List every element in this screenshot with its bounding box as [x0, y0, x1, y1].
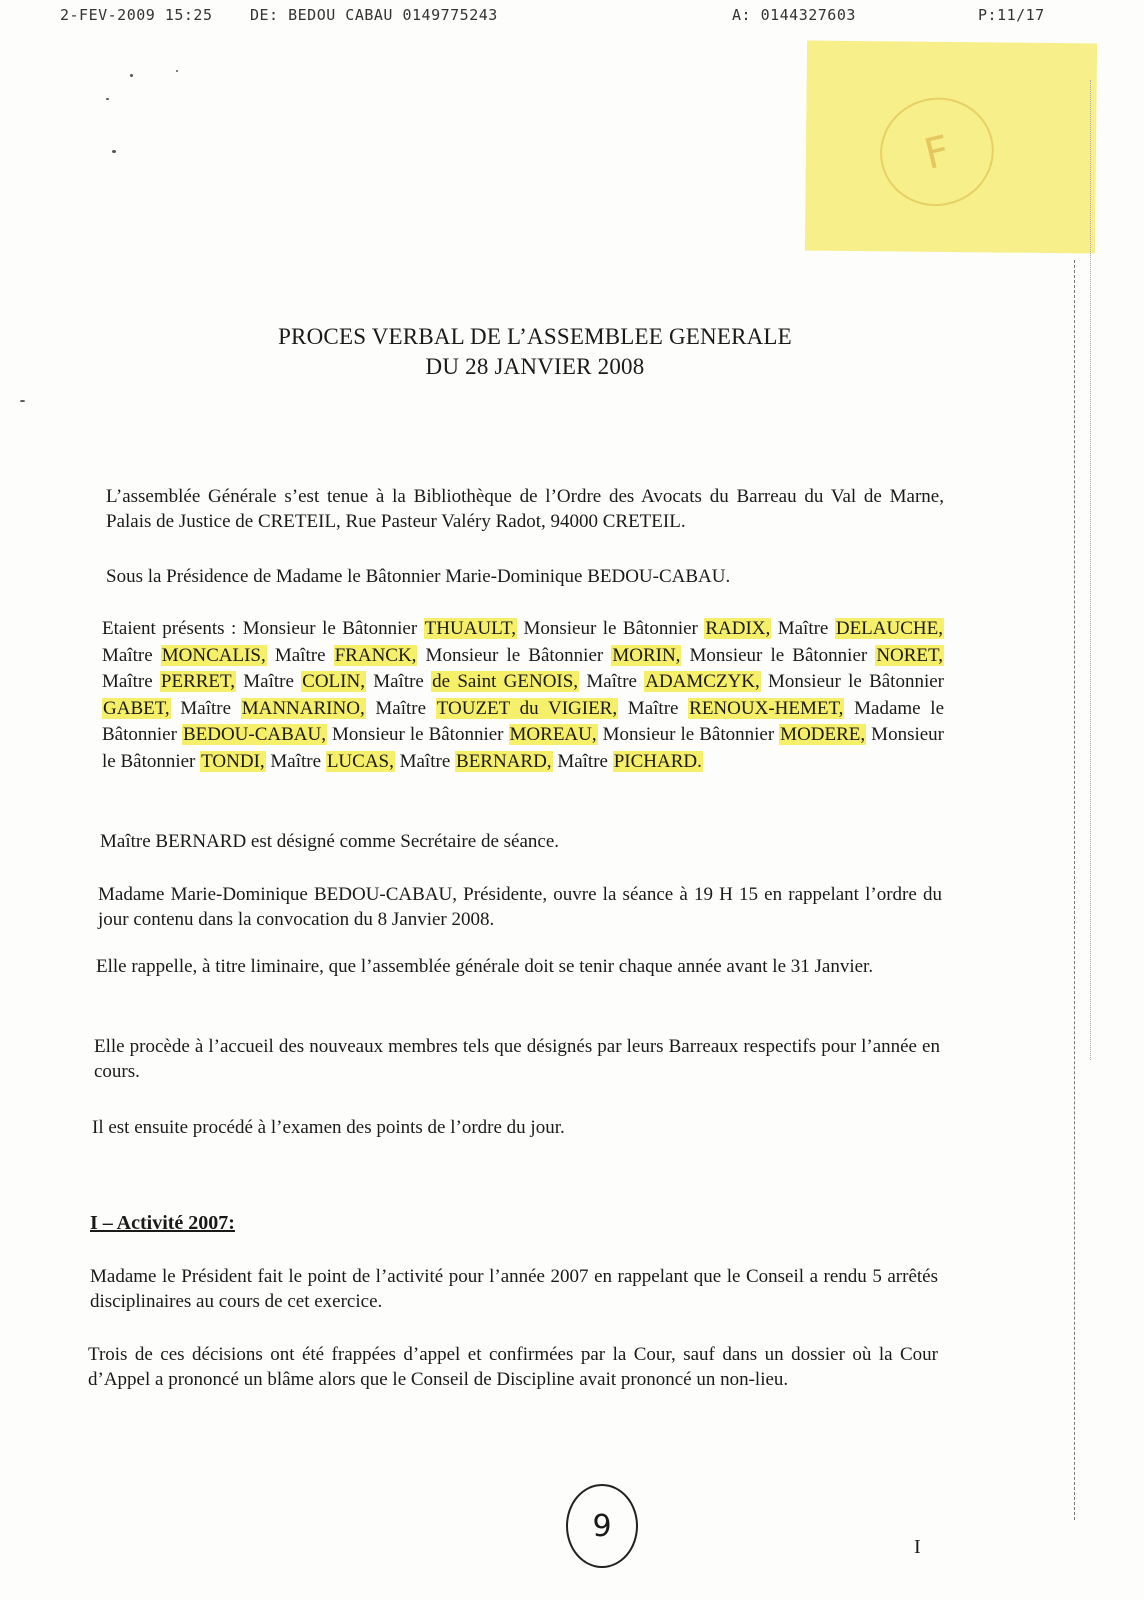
fax-recipient: A: 0144327603 [732, 6, 856, 24]
scan-edge-line [1074, 260, 1075, 1520]
attendee-title: Maître [618, 697, 689, 719]
attendee-title: Monsieur le Bâtonnier [681, 644, 876, 666]
attendee-title: Maître [552, 750, 613, 772]
attendee-name-highlighted: PICHARD. [613, 750, 702, 772]
fax-page-count: P:11/17 [978, 6, 1045, 24]
attendee-title: Monsieur le Bâtonnier [326, 724, 509, 745]
attendee-name-highlighted: TOUZET du VIGIER, [436, 697, 618, 719]
presidency-paragraph: Sous la Présidence de Madame le Bâtonnier Marie-Dominique BEDOU-CABAU. [106, 566, 731, 587]
attendee-title: Monsieur le Bâtonnier [760, 671, 944, 692]
attendee-title: Maître [266, 644, 334, 666]
circled-page-number: 9 [566, 1484, 638, 1568]
title-line-2: DU 28 JANVIER 2008 [425, 354, 645, 379]
title-line-1: PROCES VERBAL DE L’ASSEMBLEE GENERALE [278, 324, 792, 349]
scan-edge-line [1090, 80, 1091, 1060]
scan-speck [130, 74, 133, 77]
fax-sender: DE: BEDOU CABAU 0149775243 [250, 6, 498, 24]
attendee-name-highlighted: BEDOU-CABAU, [182, 724, 326, 745]
attendee-title: Monsieur le Bâtonnier [597, 724, 780, 745]
attendee-title: Madame le Bâtonnier [102, 697, 944, 745]
attendee-name-highlighted: NORET, [876, 644, 943, 666]
reminder-paragraph: Elle rappelle, à titre liminaire, que l’assemblée générale doit se tenir chaque année avant le 31 Janvier. [96, 956, 874, 977]
opening-paragraph: Madame Marie-Dominique BEDOU-CABAU, Présidente, ouvre la séance à 19 H 15 en rappelant l’ordre du jour contenu dans la convocation du 8 Janvier 2008. [98, 884, 942, 930]
attendee-title: Maître [365, 697, 436, 719]
sticky-note-circled-mark: F [869, 86, 1005, 217]
attendee-name-highlighted: RADIX, [705, 618, 771, 639]
agenda-paragraph: Il est ensuite procédé à l’examen des points de l’ordre du jour. [92, 1117, 565, 1138]
attendee-title: Maître [235, 671, 302, 692]
attendee-name-highlighted: THUAULT, [424, 618, 516, 639]
sticky-note [805, 40, 1097, 253]
attendee-name-highlighted: MANNARINO, [241, 697, 365, 719]
attendee-name-highlighted: GABET, [103, 697, 170, 719]
scan-speck [112, 150, 116, 153]
attendee-title: Maître [394, 750, 456, 772]
attendee-name-highlighted: COLIN, [302, 671, 365, 692]
attendee-name-highlighted: LUCAS, [326, 750, 394, 772]
section-heading: I – Activité 2007: [90, 1212, 235, 1234]
attendee-name-highlighted: de Saint GENOIS, [432, 671, 579, 692]
attendee-name-highlighted: TONDI, [201, 750, 265, 772]
attendee-title: Monsieur le Bâtonnier [516, 618, 705, 639]
attendee-name-highlighted: MOREAU, [509, 724, 597, 745]
attendee-title: Maître [365, 671, 432, 692]
attendance-paragraph [102, 616, 944, 775]
activity-paragraph: Madame le Président fait le point de l’activité pour l’année 2007 en rappelant que le Conseil a rendu 5 arrêtés disciplinaires au cours de cet exercice. [90, 1266, 938, 1312]
attendee-title: Etaient présents : Monsieur le Bâtonnier [102, 618, 424, 639]
attendee-name-highlighted: MODERE, [780, 724, 866, 745]
attendee-title: Monsieur le Bâtonnier [417, 644, 612, 666]
attendee-name-highlighted: MORIN, [612, 644, 681, 666]
welcome-paragraph: Elle procède à l’accueil des nouveaux membres tels que désignés par leurs Barreaux respectifs pour l’année en cours. [94, 1036, 940, 1082]
attendee-title: Monsieur le Bâtonnier [102, 724, 945, 772]
attendee-title: Maître [170, 697, 241, 719]
attendee-name-highlighted: ADAMCZYK, [645, 671, 760, 692]
scan-speck [176, 70, 178, 72]
attendee-name-highlighted: MONCALIS, [161, 644, 266, 666]
attendee-title: Maître [579, 671, 645, 692]
attendee-name-highlighted: DELAUCHE, [835, 618, 943, 639]
attendee-title: Maître [771, 618, 835, 639]
venue-paragraph: L’assemblée Générale s’est tenue à la Bibliothèque de l’Ordre des Avocats du Barreau du Val de Marne, Palais de Justice de CRETEIL, Rue Pasteur Valéry Radot, 94000 CRETEIL. [106, 486, 944, 532]
folio-number: I [914, 1536, 921, 1558]
attendee-title: Maître [102, 644, 161, 666]
attendee-name-highlighted: PERRET, [160, 671, 235, 692]
attendee-title: Maître [102, 671, 160, 692]
secretary-paragraph: Maître BERNARD est désigné comme Secrétaire de séance. [100, 831, 560, 852]
attendee-name-highlighted: RENOUX-HEMET, [689, 697, 844, 719]
fax-datetime: 2-FEV-2009 15:25 [60, 6, 213, 24]
attendee-name-highlighted: BERNARD, [456, 750, 552, 772]
scan-speck [106, 98, 109, 100]
attendee-name-highlighted: FRANCK, [334, 644, 417, 666]
attendee-title: Maître [265, 750, 326, 772]
fax-transmission-header [60, 2, 1144, 26]
appeal-paragraph: Trois de ces décisions ont été frappées d’appel et confirmées par la Cour, sauf dans un dossier où la Cour d’Appel a prononcé un blâme alors que le Conseil de Discipline avait prononcé un non-lieu. [88, 1344, 938, 1390]
scan-speck [20, 400, 25, 402]
document-title [160, 322, 910, 382]
